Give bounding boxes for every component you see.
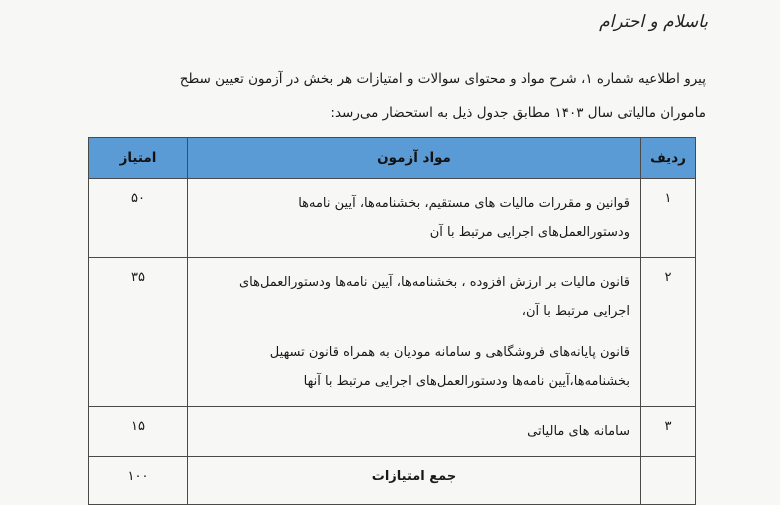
row-number: ۲: [641, 258, 696, 407]
row-subject: [188, 258, 641, 407]
row-subject: [188, 407, 641, 457]
header-points: امتیاز: [89, 138, 188, 179]
table-row: [89, 407, 696, 457]
row-points: ۱۵: [89, 407, 188, 457]
table-total-row: [89, 457, 696, 505]
row-points: ۳۵: [89, 258, 188, 407]
subject-text: سامانه های مالیاتی: [527, 424, 630, 439]
header-subject: مواد آزمون: [188, 138, 641, 179]
greeting: باسلام و احترام: [599, 12, 708, 32]
intro-line: پیرو اطلاعیه شماره ۱، شرح مواد و محتوای سوالات و امتیازات هر بخش در آزمون تعیین سطح: [179, 71, 706, 87]
row-subject: [188, 179, 641, 258]
row-number: ۳: [641, 407, 696, 457]
subject-text: قوانین و مقررات مالیات های مستقیم، بخشنامه‌ها، آیین نامه‌ها ودستورالعمل‌های اجرایی مرتبط با آن: [298, 196, 630, 240]
table-header-row: [89, 138, 696, 179]
table-row: [89, 179, 696, 258]
row-number: ۱: [641, 179, 696, 258]
total-points: ۱۰۰: [89, 457, 188, 505]
table-row: [89, 258, 696, 407]
intro-line: ماموران مالیاتی سال ۱۴۰۳ مطابق جدول ذیل به استحضار می‌رسد:: [330, 105, 706, 121]
subject-text: قانون پایانه‌های فروشگاهی و سامانه مودیان به همراه قانون تسهیل بخشنامه‌ها،آیین نامه‌ها ودستورالعمل‌های اجرایی مرتبط با آنها: [269, 345, 630, 389]
intro-paragraph: [86, 62, 706, 130]
row-points: ۵۰: [89, 179, 188, 258]
exam-table: [88, 137, 696, 505]
subject-text: قانون مالیات بر ارزش افزوده ، بخشنامه‌ها، آیین نامه‌ها ودستورالعمل‌های اجرایی مرتبط با آن،: [238, 275, 630, 319]
total-empty-cell: [641, 457, 696, 505]
total-label: جمع امتیازات: [188, 457, 641, 505]
header-row-number: ردیف: [641, 138, 696, 179]
